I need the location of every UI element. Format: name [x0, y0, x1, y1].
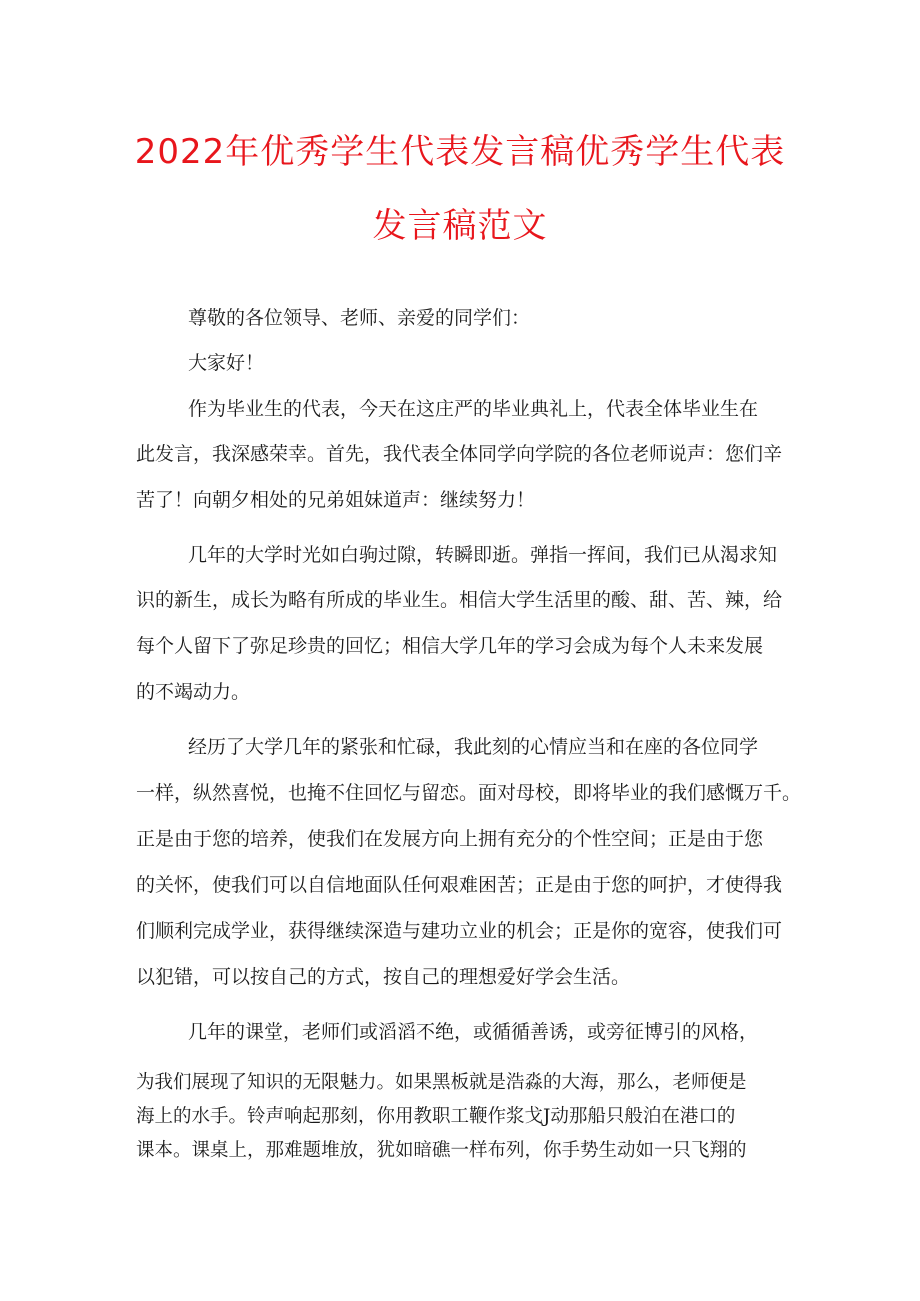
body-line: 的关怀，使我们可以自信地面队任何艰难困苦；正是由于您的呵护，才使得我	[136, 874, 783, 896]
body-line: 几年的大学时光如白驹过隙，转瞬即逝。弹指一挥间，我们已从渴求知	[188, 544, 778, 566]
body-line: 一样，纵然喜悦，也掩不住回忆与留恋。面对母校，即将毕业的我们感慨万千。	[136, 782, 802, 804]
body-line: 几年的课堂，老师们或滔滔不绝，或循循善诱，或旁征博引的风格，	[188, 1021, 759, 1043]
document-title-line-2: 发言稿范文	[372, 206, 548, 246]
body-line: 苦了！向朝夕相处的兄弟姐妹道声：继续努力！	[136, 489, 536, 511]
body-line: 为我们展现了知识的无限魅力。如果黑板就是浩淼的大海，那么，老师便是	[136, 1072, 747, 1093]
body-line: 的不竭动力。	[136, 681, 251, 703]
body-line: 海上的水手。铃声响起那刻，你用教职工鞭作浆戈J动那船只般泊在港口的	[136, 1106, 736, 1127]
body-line: 此发言，我深感荣幸。首先，我代表全体同学向学院的各位老师说声：您们辛	[136, 443, 783, 465]
body-line: 作为毕业生的代表，今天在这庄严的毕业典礼上，代表全体毕业生在	[188, 398, 759, 420]
body-line: 以犯错，可以按自己的方式，按自己的理想爱好学会生活。	[136, 966, 631, 988]
body-line: 经历了大学几年的紧张和忙碌，我此刻的心情应当和在座的各位同学	[188, 736, 759, 758]
salutation: 尊敬的各位领导、老师、亲爱的同学们：	[188, 307, 531, 329]
body-line: 识的新生，成长为略有所成的毕业生。相信大学生活里的酸、甜、苦、辣，给	[136, 589, 783, 611]
body-line: 课本。课桌上，那难题堆放，犹如暗礁一样布列，你手势生动如一只飞翔的	[136, 1140, 747, 1161]
body-line: 每个人留下了弥足珍贵的回忆；相信大学几年的学习会成为每个人未来发展	[136, 635, 764, 657]
body-line: 们顺利完成学业，获得继续深造与建功立业的机会；正是你的宽容，使我们可	[136, 920, 783, 942]
body-line: 正是由于您的培养，使我们在发展方向上拥有充分的个性空间；正是由于您	[136, 828, 764, 850]
greeting: 大家好！	[188, 352, 265, 374]
document-title-line-1: 2022年优秀学生代表发言稿优秀学生代表	[134, 132, 786, 172]
